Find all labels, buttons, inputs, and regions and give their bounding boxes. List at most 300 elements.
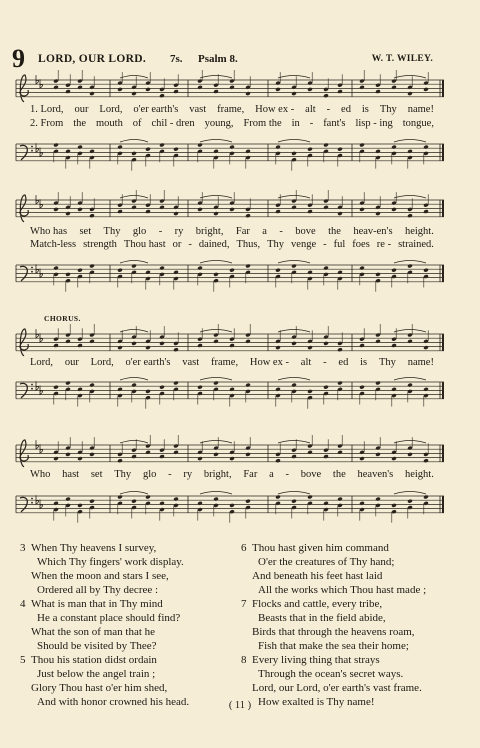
lyric-syllable: Thou hast <box>123 239 166 250</box>
bass-clef-dot <box>31 150 33 152</box>
note-head <box>245 452 251 457</box>
stanza-line: Should be visited by Thee? <box>37 640 157 652</box>
note-head <box>275 87 281 92</box>
note-head <box>291 341 297 346</box>
lyric-syllable: the <box>332 469 346 480</box>
stanza-line: Just below the angel train ; <box>37 668 156 680</box>
stanza-line: Glory Thou hast o'er him shed, <box>31 682 168 694</box>
lyric-syllable: Far <box>243 469 258 480</box>
slur <box>200 196 232 199</box>
slur <box>200 140 232 143</box>
note-head <box>131 91 137 96</box>
lyric-syllable: a <box>262 226 267 237</box>
note-head <box>65 339 71 344</box>
slur <box>120 76 148 79</box>
note-head <box>159 93 165 98</box>
stanza-number: 7 <box>241 598 247 610</box>
note-head <box>89 91 95 96</box>
note-head <box>77 268 83 273</box>
note-head <box>275 458 281 463</box>
note-head <box>245 213 251 218</box>
lyric-syllable: dained, <box>198 239 230 250</box>
lyric-syllable: of <box>132 118 142 129</box>
slur <box>394 330 426 333</box>
note-head <box>359 343 365 348</box>
stanza-line: And with honor crowned his head. <box>37 696 190 708</box>
lyric-syllable: a <box>269 469 274 480</box>
lyric-syllable: hast <box>62 469 80 480</box>
note-head <box>337 497 343 502</box>
note-head <box>323 205 329 210</box>
bass-clef-dot <box>31 146 33 148</box>
lyric-syllable: fant's <box>323 118 346 129</box>
lyric-syllable: in <box>291 118 300 129</box>
hymn-meter: 7s. <box>170 53 183 65</box>
note-head <box>423 87 429 92</box>
note-head <box>375 149 381 154</box>
stanza-line: All the works which Thou hast made ; <box>258 584 427 596</box>
note-head <box>337 381 343 386</box>
stanza-line: Flocks and cattle, every tribe, <box>252 598 383 610</box>
lyric-syllable: vast <box>182 357 200 368</box>
slur <box>200 441 232 444</box>
note-head <box>245 264 251 269</box>
note-head <box>423 345 429 350</box>
note-head <box>275 268 281 273</box>
note-head <box>213 339 219 344</box>
note-head <box>89 383 95 388</box>
music-system-4-bass <box>12 484 446 524</box>
note-head <box>359 385 365 390</box>
slur <box>120 441 148 444</box>
note-head <box>197 266 203 271</box>
note-head <box>173 270 179 275</box>
lyric-syllable: our <box>64 357 79 368</box>
note-head <box>77 503 83 508</box>
lyric-syllable: young, <box>204 118 234 129</box>
note-head <box>229 207 235 212</box>
note-head <box>307 147 313 152</box>
stanza-line: How exalted is Thy name! <box>258 696 375 708</box>
note-head <box>173 450 179 455</box>
note-head <box>375 339 381 344</box>
bass-clef-dot <box>31 498 33 500</box>
note-head <box>53 207 59 212</box>
bass-clef-dot <box>31 384 33 386</box>
lyric-syllable: ry <box>183 469 193 480</box>
lyric-syllable: bright, <box>195 226 224 237</box>
key-signature-flat <box>40 199 43 208</box>
note-head <box>131 454 137 459</box>
slur <box>394 261 426 264</box>
bass-clef-dot <box>31 388 33 390</box>
lyric-syllable: name! <box>407 357 434 368</box>
lyric-syllable: - <box>323 357 327 368</box>
bass-clef-dot <box>31 267 33 269</box>
note-head <box>117 87 123 92</box>
lyric-syllable: - <box>188 239 192 250</box>
lyric-syllable: ed <box>338 357 349 368</box>
lyric-syllable: height. <box>404 226 434 237</box>
note-head <box>213 381 219 386</box>
key-signature-flat <box>36 264 39 273</box>
note-head <box>229 503 235 508</box>
note-head <box>359 501 365 506</box>
note-head <box>65 452 71 457</box>
lyric-syllable: foes <box>352 239 370 250</box>
note-head <box>117 495 123 500</box>
note-head <box>407 499 413 504</box>
note-head <box>229 456 235 461</box>
slur <box>200 378 232 381</box>
music-system-1-bass <box>12 132 446 172</box>
note-head <box>323 501 329 506</box>
lyric-syllable: Lord, <box>90 357 114 368</box>
note-head <box>173 89 179 94</box>
note-head <box>307 450 313 455</box>
lyric-syllable: - <box>309 118 314 129</box>
note-head <box>375 381 381 386</box>
lyric-syllable: lisp - ing <box>355 118 393 129</box>
lyric-syllable: venge <box>291 239 317 250</box>
stanza-line: Which Thy fingers' work display. <box>37 556 184 568</box>
stanza-line: Fish that make the sea their home; <box>258 640 409 652</box>
note-head <box>117 458 123 463</box>
lyric-syllable: - <box>158 226 163 237</box>
note-head <box>391 387 397 392</box>
stanza-line: He a constant place should find? <box>37 612 181 624</box>
key-signature-flat <box>36 440 39 449</box>
note-head <box>65 149 71 154</box>
lyric-syllable: re - <box>376 239 392 250</box>
note-head <box>275 209 281 214</box>
lyric-syllable: Thus, <box>236 239 261 250</box>
note-head <box>89 264 95 269</box>
key-signature-flat <box>40 333 43 342</box>
note-head <box>77 85 83 90</box>
note-head <box>145 270 151 275</box>
note-head <box>423 268 429 273</box>
note-head <box>337 450 343 455</box>
stanza-line: When the moon and stars I see, <box>31 570 169 582</box>
note-head <box>391 343 397 348</box>
lyric-syllable: ry <box>174 226 184 237</box>
lyric-syllable: heav-en's <box>353 226 393 237</box>
note-head <box>145 209 151 214</box>
note-head <box>307 389 313 394</box>
note-head <box>245 499 251 504</box>
slur <box>120 140 148 143</box>
note-head <box>77 207 83 212</box>
lyric-line <box>30 104 434 115</box>
lyric-syllable: is <box>361 104 369 115</box>
stanza-line: Beasts that in the field abide, <box>258 612 386 624</box>
note-head <box>53 143 59 148</box>
slur <box>278 140 310 143</box>
lyric-syllable: the <box>73 118 87 129</box>
stanza-line: When Thy heavens I survey, <box>31 542 157 554</box>
lyric-syllable: - <box>326 104 331 115</box>
lyric-syllable: alt <box>300 357 312 368</box>
lyric-syllable: strength <box>83 239 117 250</box>
note-head <box>291 91 297 96</box>
lyric-syllable: Thy <box>379 104 397 115</box>
note-head <box>53 266 59 271</box>
slur <box>200 330 232 333</box>
slur <box>200 76 232 79</box>
note-head <box>407 383 413 388</box>
lyric-syllable: vast <box>189 104 207 115</box>
note-head <box>359 207 365 212</box>
note-head <box>407 91 413 96</box>
stanza-line: Through the ocean's secret ways. <box>258 668 404 680</box>
note-head <box>307 87 313 92</box>
note-head <box>89 339 95 344</box>
lyric-syllable: alt <box>305 104 316 115</box>
note-head <box>229 85 235 90</box>
slur <box>278 378 310 381</box>
note-head <box>275 345 281 350</box>
note-head <box>359 143 365 148</box>
lyric-syllable: height. <box>404 469 434 480</box>
music-system-2-bass <box>12 253 446 293</box>
stanza-line: And beneath his feet hast laid <box>252 570 383 582</box>
slur <box>278 76 310 79</box>
note-head <box>213 149 219 154</box>
lyric-syllable: 2. From <box>30 118 64 129</box>
note-head <box>159 454 165 459</box>
note-head <box>323 266 329 271</box>
stanza <box>20 541 184 597</box>
stanza-line: Birds that through the heavens roam, <box>252 626 415 638</box>
note-head <box>337 211 343 216</box>
note-head <box>229 268 235 273</box>
lyric-syllable: Who has <box>30 226 68 237</box>
note-head <box>245 383 251 388</box>
lyric-syllable: frame, <box>217 104 245 115</box>
lyric-syllable: bove <box>300 469 322 480</box>
note-head <box>53 343 59 348</box>
slur <box>278 441 310 444</box>
note-head <box>391 145 397 150</box>
lyric-syllable: Thy <box>103 226 121 237</box>
note-head <box>145 495 151 500</box>
note-head <box>173 347 179 352</box>
note-head <box>173 211 179 216</box>
stanza <box>20 597 180 653</box>
note-head <box>77 387 83 392</box>
lyric-syllable: ed <box>341 104 351 115</box>
slur <box>120 261 148 264</box>
slur <box>278 196 310 199</box>
note-head <box>159 501 165 506</box>
note-head <box>291 383 297 388</box>
note-head <box>291 499 297 504</box>
note-head <box>337 147 343 152</box>
note-head <box>307 270 313 275</box>
note-head <box>159 143 165 148</box>
note-head <box>65 89 71 94</box>
note-head <box>423 495 429 500</box>
hymn-number: 9 <box>12 44 25 73</box>
key-signature-flat <box>40 500 43 509</box>
note-head <box>245 339 251 344</box>
note-head <box>159 266 165 271</box>
note-head <box>307 495 313 500</box>
slur <box>120 492 148 495</box>
note-head <box>213 89 219 94</box>
note-head <box>337 347 343 352</box>
lyric-syllable: the <box>328 226 341 237</box>
note-head <box>145 147 151 152</box>
hymn-title: LORD, OUR LORD. <box>38 53 147 65</box>
note-head <box>407 149 413 154</box>
note-head <box>229 387 235 392</box>
note-head <box>117 145 123 150</box>
note-head <box>159 341 165 346</box>
lyric-syllable: Lord, <box>30 357 54 368</box>
note-head <box>359 456 365 461</box>
note-head <box>337 270 343 275</box>
note-head <box>131 205 137 210</box>
key-signature-flat <box>36 495 39 504</box>
note-head <box>197 385 203 390</box>
slur <box>120 330 148 333</box>
note-head <box>275 145 281 150</box>
lyric-syllable: set <box>79 226 92 237</box>
note-head <box>291 454 297 459</box>
note-head <box>89 499 95 504</box>
stanza-line: Ordered all by Thy decree : <box>37 584 159 596</box>
note-head <box>323 143 329 148</box>
note-head <box>197 143 203 148</box>
stanza-line: What is man that in Thy mind <box>31 598 163 610</box>
lyric-syllable: Far <box>235 226 250 237</box>
page-number: ( 11 ) <box>228 700 252 711</box>
stanza-number: 8 <box>241 654 247 666</box>
note-head <box>159 385 165 390</box>
lyric-syllable: glo <box>142 469 157 480</box>
note-head <box>245 149 251 154</box>
note-head <box>359 266 365 271</box>
lyric-line <box>30 226 434 237</box>
lyric-syllable: mouth <box>96 118 123 129</box>
slur <box>278 492 310 495</box>
bass-clef-dot <box>31 271 33 273</box>
music-system-1-treble <box>12 68 446 108</box>
chorus-label: CHORUS. <box>44 314 81 323</box>
slur <box>200 492 232 495</box>
note-head <box>173 147 179 152</box>
note-head <box>131 264 137 269</box>
slur <box>120 196 148 199</box>
stanza-number: 3 <box>20 542 26 554</box>
note-head <box>407 213 413 218</box>
slur <box>394 76 426 79</box>
note-head <box>197 343 203 348</box>
note-head <box>53 456 59 461</box>
note-head <box>53 385 59 390</box>
slur <box>394 140 426 143</box>
lyric-syllable: bove <box>295 226 316 237</box>
bass-clef-dot <box>31 502 33 504</box>
note-head <box>213 452 219 457</box>
lyric-syllable: How ex - <box>255 104 295 115</box>
note-head <box>391 456 397 461</box>
note-head <box>131 499 137 504</box>
music-system-3-treble <box>12 322 446 362</box>
note-head <box>197 501 203 506</box>
note-head <box>375 89 381 94</box>
music-system-2-treble <box>12 188 446 228</box>
key-signature-flat <box>36 75 39 84</box>
note-head <box>245 91 251 96</box>
note-head <box>229 145 235 150</box>
key-signature-flat <box>36 329 39 338</box>
note-head <box>117 268 123 273</box>
note-head <box>423 145 429 150</box>
note-head <box>375 272 381 277</box>
note-head <box>307 345 313 350</box>
lyric-syllable: o'er earth's <box>133 104 179 115</box>
key-signature-flat <box>36 143 39 152</box>
note-head <box>375 497 381 502</box>
slur <box>120 378 148 381</box>
music-system-3-bass <box>12 370 446 410</box>
slur <box>394 378 426 381</box>
note-head <box>65 381 71 386</box>
lyric-syllable: Thy <box>378 357 396 368</box>
note-head <box>407 264 413 269</box>
hymn-author: W. T. WILEY. <box>371 54 433 64</box>
note-head <box>391 85 397 90</box>
slur <box>394 492 426 495</box>
lyric-syllable: - <box>168 469 172 480</box>
note-head <box>213 272 219 277</box>
slur <box>278 261 310 264</box>
note-head <box>197 207 203 212</box>
note-head <box>77 343 83 348</box>
slur <box>394 196 426 199</box>
note-head <box>275 387 281 392</box>
note-head <box>53 501 59 506</box>
note-head <box>291 151 297 156</box>
lyric-syllable: Thy <box>114 469 132 480</box>
note-head <box>407 339 413 344</box>
lyric-syllable: From the <box>243 118 282 129</box>
key-signature-flat <box>40 444 43 453</box>
note-head <box>53 85 59 90</box>
lyric-syllable: 1. Lord, <box>30 104 64 115</box>
stanza <box>241 597 415 653</box>
lyric-syllable: is <box>360 357 368 368</box>
note-head <box>323 385 329 390</box>
lyric-syllable: bright, <box>203 469 232 480</box>
note-head <box>391 268 397 273</box>
note-head <box>197 456 203 461</box>
note-head <box>145 450 151 455</box>
note-head <box>391 207 397 212</box>
slur <box>200 261 232 264</box>
note-head <box>323 341 329 346</box>
note-head <box>77 145 83 150</box>
note-head <box>359 85 365 90</box>
stanza-line: What the son of man that he <box>31 626 156 638</box>
note-head <box>391 503 397 508</box>
note-head <box>291 264 297 269</box>
note-head <box>65 272 71 277</box>
key-signature-flat <box>40 269 43 278</box>
